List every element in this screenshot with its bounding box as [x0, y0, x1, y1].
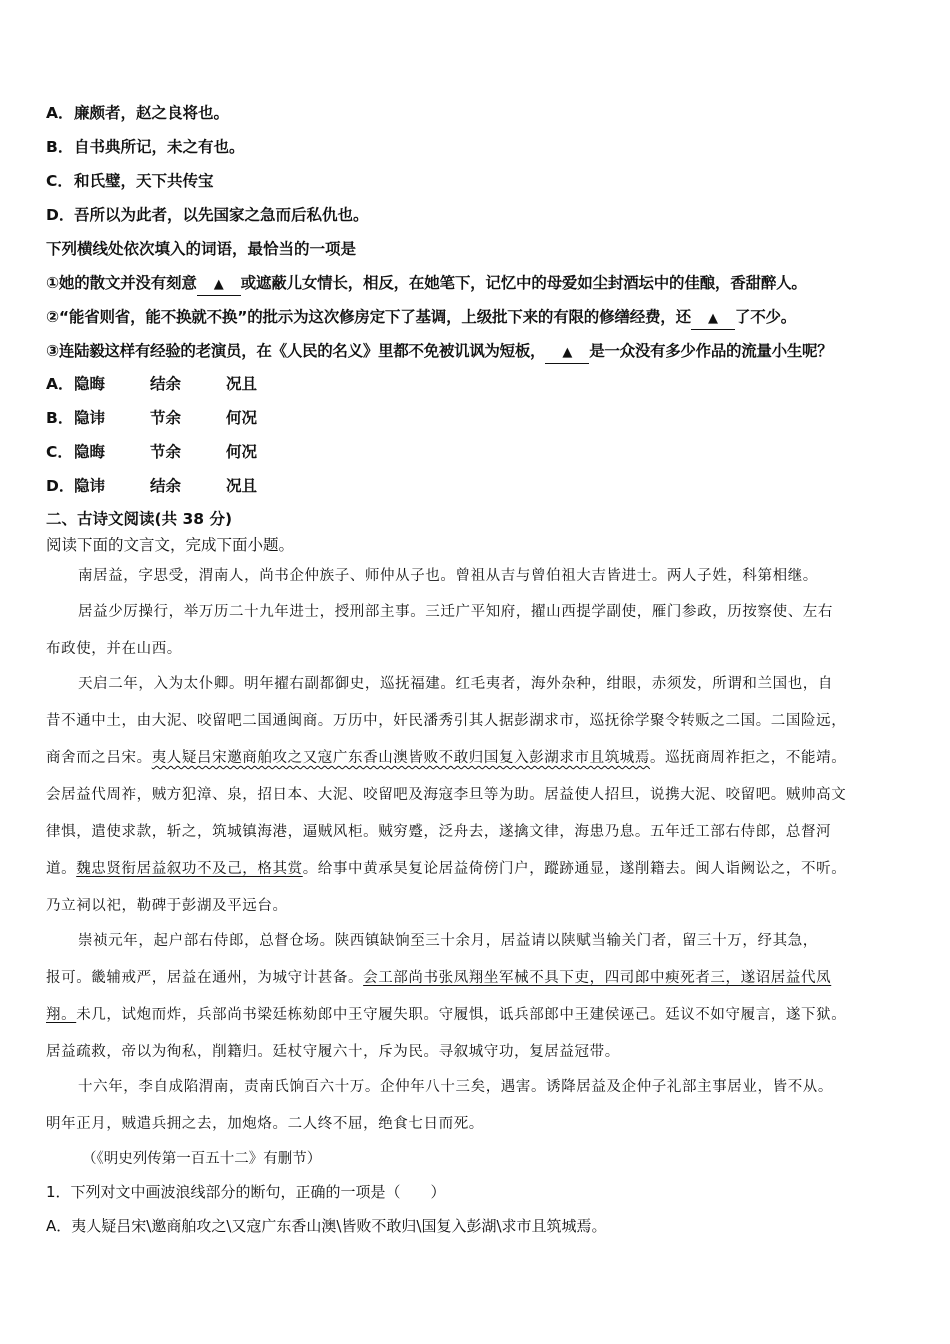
passage-paragraph-4-line-2: 报可。畿辅戒严，居益在通州，为城守计甚备。会工部尚书张凤翔坐军械不具下吏，四司郎中瘐死者三，遂诏居益代凤 — [46, 970, 832, 986]
underlined-sentence: 翔。 — [46, 1007, 77, 1023]
question-1-stem: 1．下列对文中画波浪线部分的断句，正确的一项是（ ） — [46, 1183, 446, 1201]
fill-blank: ▲ — [691, 309, 735, 330]
word-option-c: C．隐晦 节余 何况 — [46, 443, 258, 461]
section-intro: 阅读下面的文言文，完成下面小题。 — [46, 536, 295, 554]
fill-blank: ▲ — [545, 343, 589, 364]
fill-blank: ▲ — [197, 275, 241, 296]
question-1-option-a: A．夷人疑吕宋\邀商舶攻之\又寇广东香山澳\皆败不敢归\国复入彭湖\求市且筑城焉。 — [46, 1217, 607, 1235]
passage-paragraph-3-line-7: 乃立祠以祀，勒碑于彭湖及平远台。 — [46, 898, 288, 914]
word-sentence-2: ②“能省则省，能不换就不换”的批示为这次修房定下了基调，上级批下来的有限的修缮经费，还 ▲ 了不少。 — [46, 307, 920, 330]
prev-option-b: B．自书典所记，未之有也。 — [46, 138, 245, 156]
word-sentence-1: ①她的散文并没有刻意 ▲ 或遮蔽儿女情长，相反，在她笔下，记忆中的母爱如尘封酒坛中的佳酿，香甜醉人。 — [46, 273, 920, 296]
passage-paragraph-3-line-6: 道。魏忠贤衔居益叙功不及己，格其赏。给事中黄承昊复论居益倚傍门户，蹤跡通显，遂削籍去。闽人诣阙讼之，不听。 — [46, 861, 847, 877]
word-option-b: B．隐讳 节余 何况 — [46, 409, 258, 427]
passage-paragraph-5-line-1: 十六年，李自成陷渭南，责南氏饷百六十万。企仲年八十三矣，遇害。诱降居益及企仲子礼部主事居业，皆不从。 — [78, 1079, 833, 1095]
underlined-sentence: 会工部尚书张凤翔坐军械不具下吏，四司郎中瘐死者三，遂诏居益代凤 — [363, 970, 832, 986]
passage-paragraph-1: 南居益，字思受，渭南人，尚书企仲族子、师仲从子也。曾祖从吉与曾伯祖大吉皆进士。两人子姓，科第相继。 — [78, 568, 818, 584]
passage-source: （《明史列传第一百五十二》有删节） — [82, 1151, 322, 1167]
prev-option-a: A．廉颇者，赵之良将也。 — [46, 104, 230, 122]
passage-paragraph-3-line-5: 律惧，遣使求款，斩之，筑城镇海港，逼贼风柜。贼穷蹙，泛舟去，遂擒文律，海患乃息。五年迁工部右侍郎，总督河 — [46, 824, 832, 840]
passage-paragraph-2-line-2: 布政使，并在山西。 — [46, 641, 182, 657]
word-sentence-3: ③连陆毅这样有经验的老演员，在《人民的名义》里都不免被讥讽为短板， ▲ 是一众没有多少作品的流量小生呢？ — [46, 341, 920, 364]
passage-paragraph-2-line-1: 居益少厉操行，举万历二十九年进士，授刑部主事。三迁广平知府，擢山西提学副使，雁门参政，历按察使、左右 — [78, 604, 833, 620]
passage-paragraph-3-line-1: 天启二年，入为太仆卿。明年擢右副都御史，巡抚福建。红毛夷者，海外杂种，绀眼，赤须发，所谓和兰国也，自 — [78, 676, 833, 692]
passage-paragraph-4-line-1: 崇祯元年，起户部右侍郎，总督仓场。陕西镇缺饷至三十余月，居益请以陕赋当输关门者，留三十万，纾其急， — [78, 933, 818, 949]
underlined-sentence: 魏忠贤衔居益叙功不及己，格其赏 — [76, 861, 303, 877]
passage-paragraph-3-line-4: 会居益代周祚，贼方犯漳、泉，招日本、大泥、咬留吧及海寇李旦等为助。居益使人招旦，说携大泥、咬留吧。贼帅高文 — [46, 787, 847, 803]
word-option-a: A．隐晦 结余 况且 — [46, 375, 258, 393]
passage-paragraph-5-line-2: 明年正月，贼遣兵拥之去，加炮烙。二人终不屈，绝食七日而死。 — [46, 1116, 484, 1132]
passage-paragraph-4-line-3: 翔。未几，试炮而炸，兵部尚书梁廷栋劾郎中王守履失职。守履惧，诋兵部郎中王建侯诬己。廷议不如守履言，遂下狱。 — [46, 1007, 847, 1023]
prev-option-d: D．吾所以为此者，以先国家之急而后私仇也。 — [46, 206, 369, 224]
wavy-underlined-text: 夷人疑吕宋邀商舶攻之又寇广东香山澳皆败不敢归国复入彭湖求市且筑城焉 — [151, 750, 650, 766]
passage-paragraph-4-line-4: 居益疏救，帝以为徇私，削籍归。廷杖守履六十，斥为民。寻叙城守功，复居益冠带。 — [46, 1044, 620, 1060]
section-heading: 二、古诗文阅读(共 38 分) — [46, 510, 233, 528]
passage-paragraph-3-line-2: 昔不通中土，由大泥、咬留吧二国通闽商。万历中，奸民潘秀引其人据彭湖求市，巡抚徐学聚令转贩之二国。二国险远， — [46, 713, 847, 729]
prev-option-c: C．和氏璧，天下共传宝 — [46, 172, 214, 190]
passage-paragraph-3-line-3: 商舍而之吕宋。夷人疑吕宋邀商舶攻之又寇广东香山澳皆败不敢归国复入彭湖求市且筑城焉。巡抚商周祚拒之，不能靖。 — [46, 750, 847, 766]
word-question-stem: 下列横线处依次填入的词语，最恰当的一项是 — [46, 240, 357, 258]
word-option-d: D．隐讳 结余 况且 — [46, 477, 258, 495]
